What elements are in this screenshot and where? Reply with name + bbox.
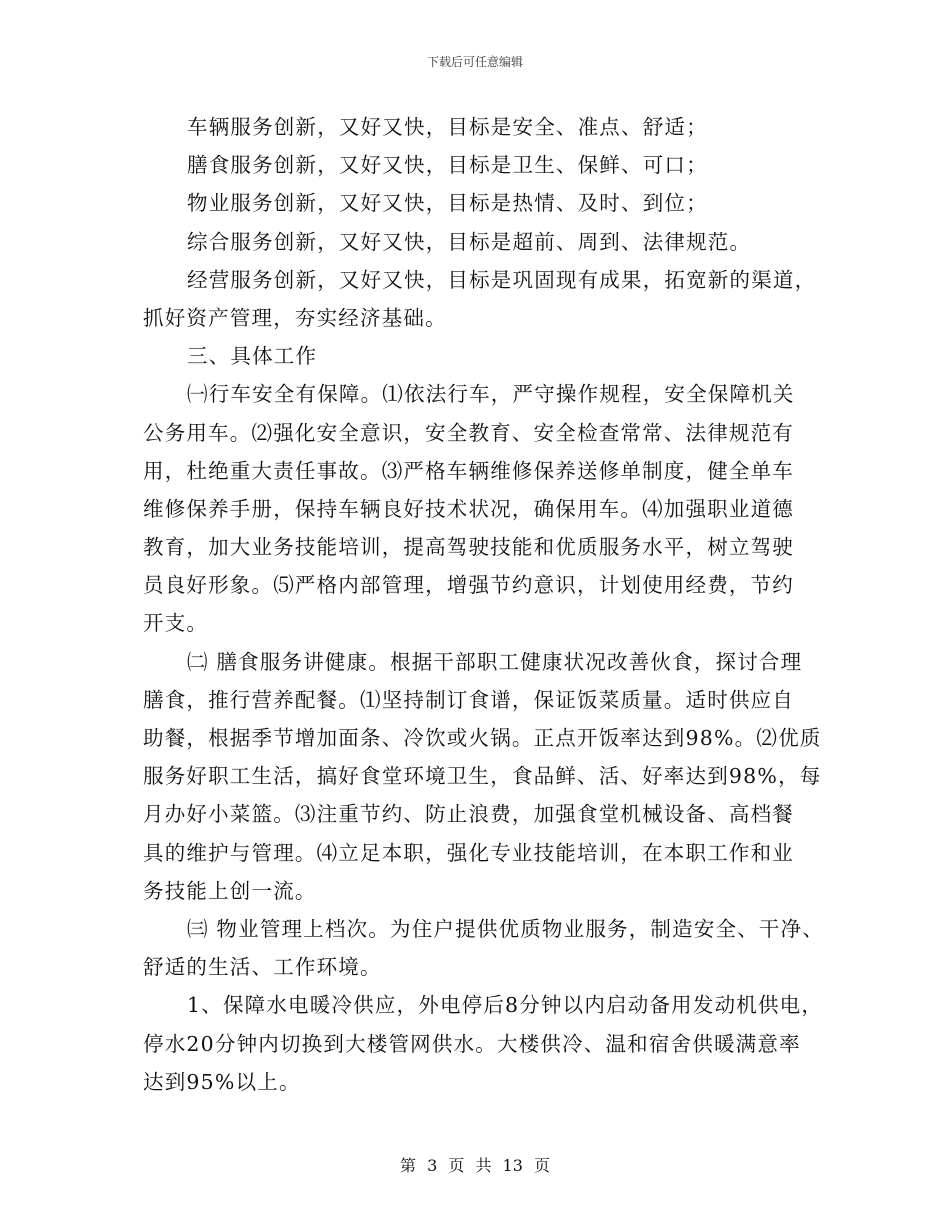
text-line: 维修保养手册，保持车辆良好技术状况，确保用车。⑷加强职业道德 bbox=[143, 496, 794, 521]
text-line: 1、保障水电暖冷供应，外电停后8分钟以内启动备用发动机供电， bbox=[187, 993, 824, 1018]
text-line: 务技能上创一流。 bbox=[143, 878, 317, 903]
text-line: 停水20分钟内切换到大楼管网供水。大楼供冷、温和宿舍供暖满意率 bbox=[143, 1031, 801, 1056]
text-line: 膳食服务创新，又好又快，目标是卫生、保鲜、可口； bbox=[187, 153, 708, 178]
text-line: 车辆服务创新，又好又快，目标是安全、准点、舒适； bbox=[187, 115, 708, 139]
text-line: ㈡ 膳食服务讲健康。根据干部职工健康状况改善伙食，探讨合理 bbox=[187, 649, 803, 674]
text-line: 具的维护与管理。⑷立足本职，强化专业技能培训，在本职工作和业 bbox=[143, 840, 794, 865]
text-line: 达到95%以上。 bbox=[143, 1069, 301, 1094]
page-header: 下载后可任意编辑 bbox=[426, 55, 523, 69]
text-line: 经营服务创新，又好又快，目标是巩固现有成果，拓宽新的渠道， bbox=[187, 267, 817, 292]
text-line: 开支。 bbox=[143, 611, 209, 636]
text-line: 员良好形象。⑸严格内部管理，增强节约意识，计划使用经费，节约 bbox=[143, 573, 794, 598]
text-line: 综合服务创新，又好又快，目标是超前、周到、法律规范。 bbox=[187, 229, 752, 254]
text-line: 三、具体工作 bbox=[187, 344, 318, 369]
document-body bbox=[143, 108, 825, 1101]
page-footer: 第 3 页 共 13 页 bbox=[400, 1156, 550, 1175]
text-line: ㈠行车安全有保障。⑴依法行车，严守操作规程，安全保障机关 bbox=[187, 382, 795, 407]
text-line: ㈢ 物业管理上档次。为住户提供优质物业服务，制造安全、干净、 bbox=[187, 916, 825, 941]
text-line: 教育，加大业务技能培训，提高驾驶技能和优质服务水平，树立驾驶 bbox=[143, 535, 794, 560]
text-line: 公务用车。⑵强化安全意识，安全教育、安全检查常常、法律规范有 bbox=[143, 420, 794, 445]
text-line: 助餐，根据季节增加面条、冷饮或火锅。正点开饭率达到98%。⑵优质 bbox=[143, 726, 822, 750]
text-line: 服务好职工生活，搞好食堂环境卫生，食品鲜、活、好率达到98%，每 bbox=[143, 764, 822, 789]
text-line: 月办好小菜篮。⑶注重节约、防止浪费，加强食堂机械设备、高档餐 bbox=[143, 802, 794, 827]
text-line: 用，杜绝重大责任事故。⑶严格车辆维修保养送修单制度，健全单车 bbox=[143, 458, 794, 483]
text-line: 舒适的生活、工作环境。 bbox=[143, 955, 382, 980]
text-line: 膳食，推行营养配餐。⑴坚持制订食谱，保证饭菜质量。适时供应自 bbox=[143, 687, 794, 712]
text-line: 抓好资产管理，夯实经济基础。 bbox=[143, 305, 447, 330]
text-line: 物业服务创新，又好又快，目标是热情、及时、到位； bbox=[187, 191, 708, 216]
